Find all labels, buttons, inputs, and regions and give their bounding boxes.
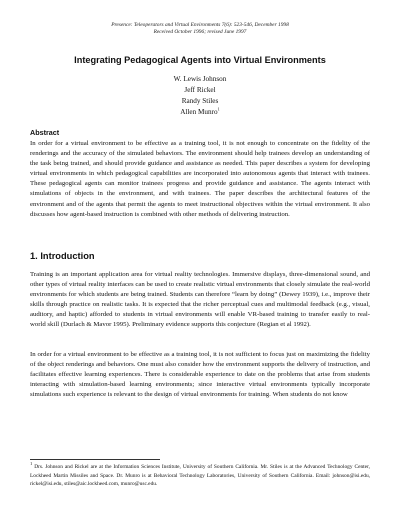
author-list <box>0 74 400 118</box>
paper-title: Integrating Pedagogical Agents into Virtual Environments <box>74 55 326 65</box>
introduction-paragraph-1: Training is an important application area for virtual reality technologies. Immersive displays, three-dimensional sound, and other types of virtual reality interfaces can be used to create realistic virtual environments that closely simulate the real-world environments for which students are being trained. Students can therefore “learn by doing” (Dewey 1939), i.e., improve their skills through practice on realistic tasks. It is expected that the richer perceptual cues and multimodal feedback (e.g., visual, auditory, and haptic) afforded to students in virtual environments will enable VR-based training to transfer easily to real-world skill (Durlach & Mavor 1995). Preliminary evidence supports this conjecture (Regian et al 1992). <box>30 271 370 329</box>
author-name: Jeff Rickel <box>184 86 216 94</box>
author-name: Allen Munro$^1$ <box>180 106 220 116</box>
journal-citation: Presence: Teleoperators and Virtual Environments 7(6): 523-546, December 1998 <box>111 22 289 28</box>
footnote-marker: 1 <box>217 106 220 112</box>
introduction-paragraph-2: In order for a virtual environment to be effective as a training tool, it is not sufficient to focus just on maximizing the fidelity of the object renderings and behaviors. One must also consider how the environment supports the delivery of instruction, and facilitates effective learning experiences. There is considerable experience to date on the problems that arise from students interacting with simulation-based learning environments; since interactive virtual environments typically incorporate simulations such experience is relevant to the design of virtual environments for training. When students do not know <box>30 351 370 399</box>
received-date: Received October 1996; revised June 1997 <box>153 29 247 35</box>
author-name: W. Lewis Johnson <box>173 75 227 83</box>
abstract-text: In order for a virtual environment to be effective as a training tool, it is not enough to concentrate on the fidelity of the renderings and the accuracy of the simulated behaviors. The environment should help trainees develop an understanding of the task being trained, and should provide guidance and assistance as needed. This paper describes a system for developing virtual environments in which pedagogical capabilities are incorporated into autonomous agents that interact with trainees. These pedagogical agents can monitor trainees' progress and provide guidance and assistance. The agents interact with simulations of objects in the environment, and with trainees. The paper describes the architectural features of the environment and of the agents that permit the agents to meet instructional objectives within the virtual environment. It also discusses how agent-based instruction is combined with other methods of delivering instruction. <box>30 140 370 218</box>
author-name: Randy Stiles <box>181 97 219 105</box>
introduction-heading: 1. Introduction <box>30 251 95 261</box>
abstract-heading: Abstract <box>30 128 60 137</box>
footnote: $^1$ Drs. Johnson and Rickel are at the Information Sciences Institute, University of Southern California. Mr. Stiles is at the Advanced Technology Center, Lockheed Martin Missiles and Space. Dr. Munro is at Behavioral Technology Laboratories, University of Southern California. Email: johnson@isi.edu, rickel@isi.edu, stiles@aic.lockheed.com, munro@usc.edu. <box>30 461 370 488</box>
footnote-divider <box>30 459 160 460</box>
